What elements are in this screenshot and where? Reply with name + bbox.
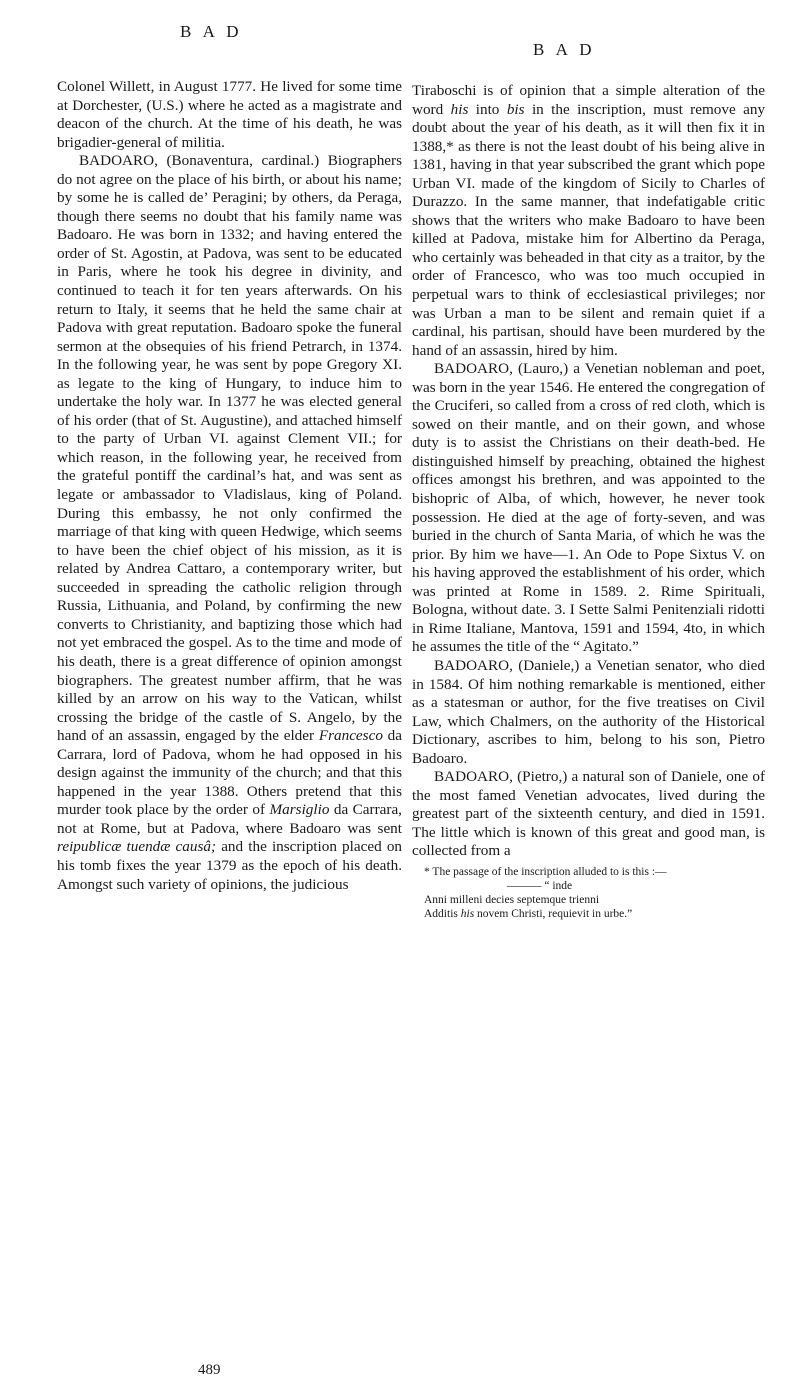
italic-text: his [460,907,475,920]
entry-text: da Carrara, not at Rome, but at Padova, where Badoaro was sent [57,801,402,837]
entry-text: da Carrara, lord of Padova, whom he had opposed in his design against the immunity of the church; and that this happened in the year 1388. Others pretend that this murder took place by the order of [57,727,402,819]
entry-text: Tiraboschi is of opinion that a simple alteration of the word [412,82,765,118]
italic-text: Francesco [318,727,383,745]
footnote-verse-1: ——— “ inde [507,879,573,892]
entry-bonaventura [57,152,402,894]
entry-daniele: BADOARO, (Daniele,) a Venetian senator, who died in 1584. Of him nothing remarkable is mentioned, either as a statesman or author, for the five treatises on Civil Law, which Chalmers, on the authority of the Historical Dictionary, ascribes to him, belong to his son, Pietro Badoaro. [412,656,765,767]
italic-text: his [450,100,469,118]
paragraph-willett: Colonel Willett, in August 1777. He lived for some time at Dorchester, (U.S.) where he acted as a magistrate and deacon of the church. At the time of his death, he was brigadier-general of militia. [57,78,402,151]
verse-text: novem Christi, requievit in urbe.” [477,907,633,920]
running-header-right: B A D [533,40,596,59]
running-header-left: B A D [180,22,243,41]
footnote-verse-3 [412,907,765,921]
italic-text: reipublicæ tuendæ causâ; [57,838,217,856]
page-number: 489 [198,1362,221,1378]
entry-lauro: BADOARO, (Lauro,) a Venetian nobleman and poet, was born in the year 1546. He entered the congregation of the Cruciferi, so called from a cross of red cloth, which is sowed on their mantle, and on their gown, and whose duty is to assist the Christians on their death-bed. He distinguished himself by preaching, obtained the highest offices amongst his brethren, and was appointed to the bishopric of Alba, of which, however, he never took possession. He died at the age of forty-seven, and was buried in the church of Santa Maria, of which he was the prior. By him we have—1. An Ode to Pope Sixtus V. on his having approved the establishment of his order, which was printed at Rome in 1589. 2. Rime Spirituali, Bologna, without date. 3. I Sette Salmi Penitenziali ridotti in Rime Italiane, Mantova, 1591 and 1594, 4to, in which he assumes the title of the “ Agitato.” [412,360,765,656]
entry-pietro: BADOARO, (Pietro,) a natural son of Daniele, one of the most famed Venetian advocates, lived during the greatest part of the sixteenth century, and died in 1591. The little which is known of this great and good man, is collected from a [412,768,765,860]
entry-text: into [475,100,500,118]
verse-text: Additis [424,907,458,920]
left-column [57,78,402,894]
right-column [412,82,765,921]
entry-text: and the inscription placed on his tomb fixes the year 1379 as the epoch of his death. Amongst such variety of opinions, the judicious [57,838,403,893]
italic-text: bis [506,100,525,118]
footnote-verse-2: Anni milleni decies septemque trienni [424,893,600,906]
entry-text: BADOARO, (Bonaventura, cardinal.) Biographers do not agree on the place of his birth, or about his name; by some he is called de’ Peragini; by others, da Peraga, though there seems no doubt that his family name was Badoaro. He was born in 1332; and having entered the order of St. Agostin, at Padova, was sent to be educated in Paris, where he took his degree in divinity, and continued to teach it for ten years afterwards. On his return to Italy, it seems that he held the same chair at Padova with great reputation. Badoaro spoke the funeral sermon at the obsequies of his friend Petrarch, in 1374. In the following year, he was sent by pope Gregory XI. as legate to the king of Hungary, to induce him to undertake the holy war. In 1377 he was elected general of his order (that of St. Augustine), and attached himself to the party of Urban VI. against Clement VII.; for which reason, in the following year, he received from the grateful pontiff the cardinal’s hat, and was sent as legate or ambassador to Vladislaus, king of Poland. During this embassy, he not only confirmed the marriage of that king with queen Hedwige, which seems to have been the chief object of his mission, as it is related by Andrea Cattaro, a contemporary writer, but succeeded in spreading the catholic religion through Russia, Lithuania, and Poland, by confirming the new converts to Christianity, and baptizing those which had not yet embraced the gospel. As to the time and mode of his death, there is a great difference of opinion amongst biographers. The greatest number affirm, that he was killed by an arrow on his way to the Vatican, whilst crossing the bridge of the castle of S. Angelo, by the hand of an assassin, engaged by the elder [57,152,402,745]
italic-text: Marsiglio [269,801,330,819]
entry-text: in the inscription, must remove any doubt about the year of his death, as it will then fix it in 1388,* as there is not the least doubt of his being alive in 1381, having in that year subscribed the grant which pope Urban VI. made of the kingdom of Sicily to Charles of Durazzo. In the same manner, that indefatigable critic shows that the writers who make Badoaro to have been killed at Padova, mistake him for Albertino da Peraga, who certainly was beheaded in that city as a traitor, by the order of Francesco, who was too much occupied in perpetual wars to think of ecclesiastical privileges; nor was Urban a man to be silent and remain quiet if a cardinal, his partisan, should have been murdered by the hand of an assassin, hired by him. [412,100,766,359]
footnote-intro: * The passage of the inscription alluded to is this :— [424,865,667,878]
footnote [412,865,765,921]
paragraph-tiraboschi [412,82,765,360]
